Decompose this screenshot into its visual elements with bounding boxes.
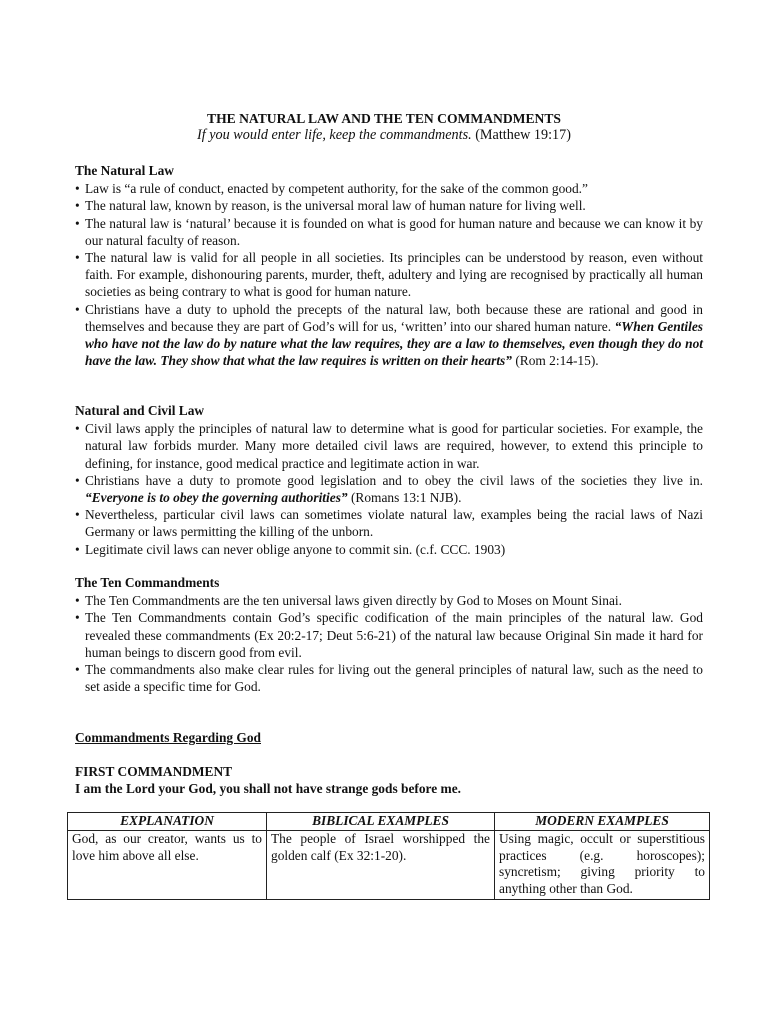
list-item: • The natural law, known by reason, is the universal moral law of human nature for living well. (75, 197, 703, 214)
scripture-quote: “When Gentiles who have not the law do by nature what the law requires, they are a law to themselves, even though they do not have the law. They show that what the law requires is written on their hearts” (85, 318, 703, 369)
list-item: • The natural law is valid for all people in all societies. Its principles can be understood by reason, even without faith. For example, dishonouring parents, murder, theft, adultery and lying are recognised by practically all human societies as being contrary to what is good for human nature. (75, 249, 703, 301)
section-ten-commandments (75, 574, 703, 695)
column-header-explanation: EXPLANATION (68, 813, 267, 831)
scripture-quote: “Everyone is to obey the governing authorities” (85, 490, 348, 506)
subtitle-quote: If you would enter life, keep the commandments. (197, 127, 472, 143)
column-header-biblical-examples: BIBLICAL EXAMPLES (267, 813, 495, 831)
scripture-reference: (Romans 13:1 NJB). (347, 490, 462, 506)
bullet-list (75, 592, 703, 695)
list-item (75, 472, 703, 506)
table-cell: God, as our creator, wants us to love him above all else. (68, 831, 267, 900)
list-item: • The Ten Commandments contain God’s specific codification of the main principles of the natural law. God revealed these commandments (Ex 20:2-17; Deut 5:6-21) of the natural law because Original Sin made it hard for human beings to discern good from evil. (75, 609, 703, 661)
first-commandment-text: I am the Lord your God, you shall not have strange gods before me. (75, 781, 461, 796)
bullet-list (75, 180, 703, 369)
subtitle-reference: (Matthew 19:17) (471, 127, 571, 143)
column-header-modern-examples: MODERN EXAMPLES (495, 813, 710, 831)
list-item: • The commandments also make clear rules for living out the general principles of natural law, such as the need to set aside a specific time for God. (75, 661, 703, 695)
document-subtitle (0, 127, 768, 144)
list-item: • Legitimate civil laws can never oblige anyone to commit sin. (c.f. CCC. 1903) (75, 541, 703, 558)
examples-table (67, 812, 710, 900)
scripture-reference: (Rom 2:14-15). (511, 353, 599, 369)
list-item-text: Christians have a duty to uphold the precepts of the natural law, both because these are rational and good in themselves and because they are part of God’s will for us, ‘written’ into our shared human nature. (85, 301, 703, 334)
list-item: • Law is “a rule of conduct, enacted by competent authority, for the sake of the common good.” (75, 180, 703, 197)
section-heading: The Ten Commandments (75, 575, 220, 590)
list-item: • Civil laws apply the principles of natural law to determine what is good for particular societies. For example, the natural law forbids murder. Many more detailed civil laws are required, however, to extend this principle to defining, for instance, good medical practice and legitimate action in war. (75, 420, 703, 472)
section-civil-law (75, 402, 703, 558)
first-commandment-heading: FIRST COMMANDMENT (75, 764, 233, 779)
table-row (68, 831, 710, 900)
section-heading: Natural and Civil Law (75, 403, 205, 418)
bullet-list (75, 420, 703, 558)
list-item-text: Christians have a duty to promote good legislation and to obey the civil laws of the societies they live in. (85, 472, 703, 488)
list-item: • The natural law is ‘natural’ because it is founded on what is good for human nature and because we can know it by our natural faculty of reason. (75, 215, 703, 249)
list-item: • The Ten Commandments are the ten universal laws given directly by God to Moses on Mount Sinai. (75, 592, 703, 609)
section-heading: The Natural Law (75, 163, 174, 178)
commandments-regarding-god-heading: Commandments Regarding God (75, 730, 261, 745)
section-natural-law (75, 162, 703, 369)
list-item: • Nevertheless, particular civil laws can sometimes violate natural law, examples being the racial laws of Nazi Germany or laws permitting the killing of the unborn. (75, 506, 703, 540)
document-title: THE NATURAL LAW AND THE TEN COMMANDMENTS (207, 111, 561, 126)
table-header-row (68, 813, 710, 831)
table-cell: The people of Israel worshipped the golden calf (Ex 32:1-20). (267, 831, 495, 900)
list-item (75, 301, 703, 370)
table-cell: Using magic, occult or superstitious practices (e.g. horoscopes); syncretism; giving priority to anything other than God. (495, 831, 710, 900)
